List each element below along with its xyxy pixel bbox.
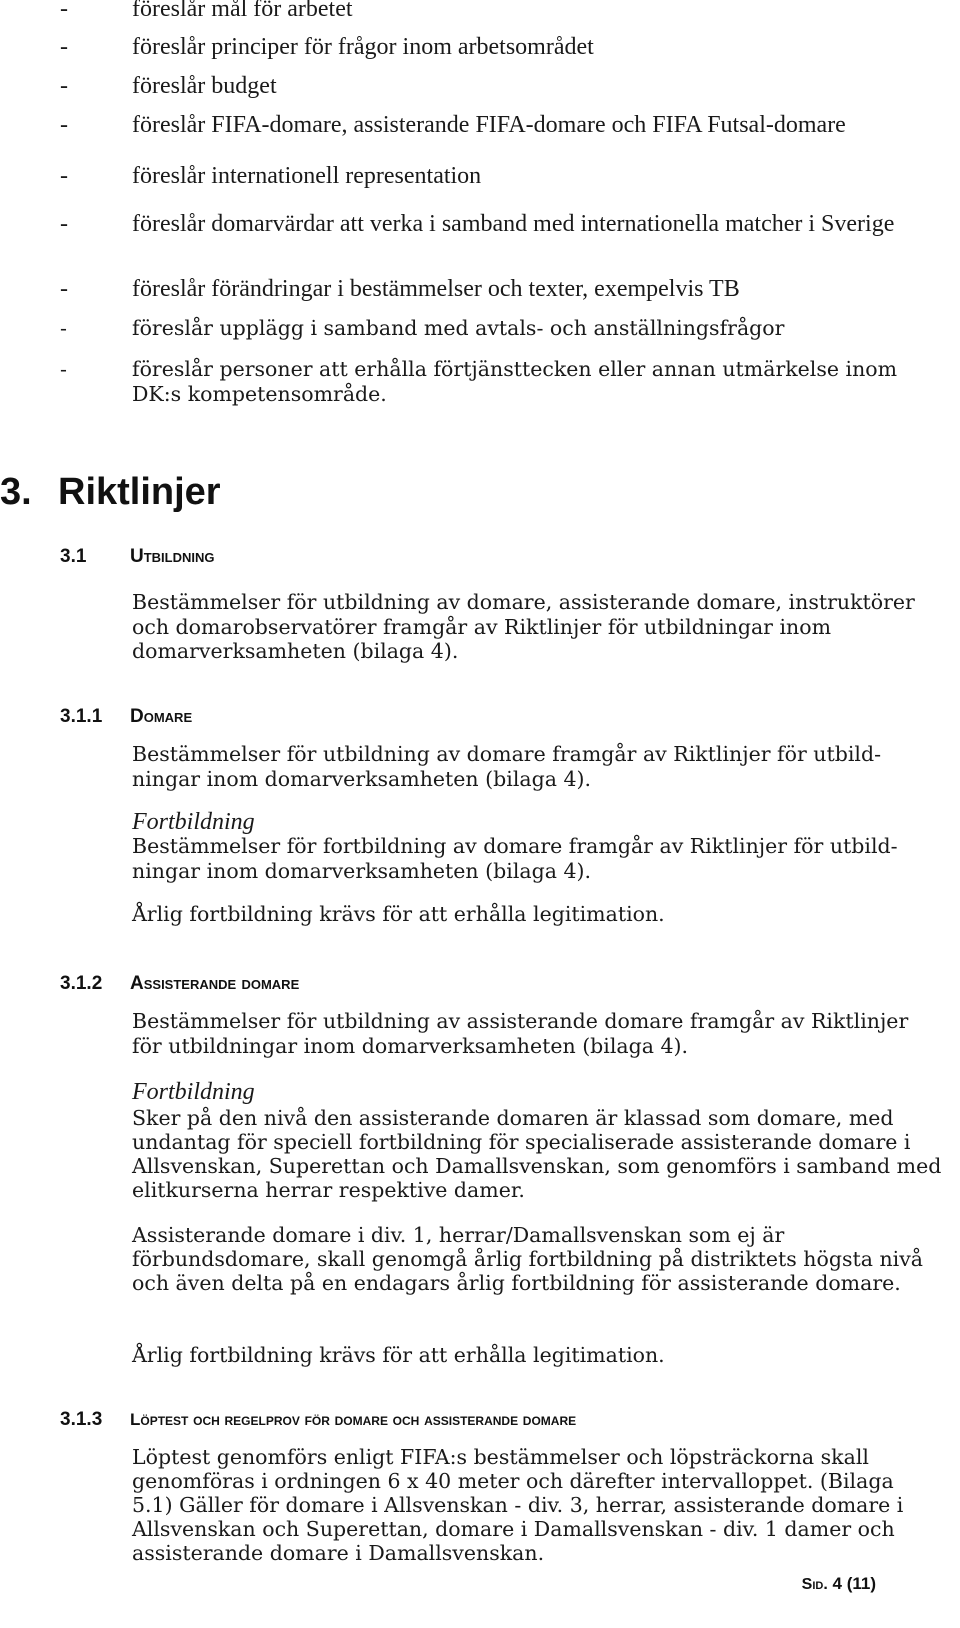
bullet-dash: - (60, 357, 67, 381)
bullet-dash: - (60, 34, 68, 60)
paragraph: Bestämmelser för utbildning av domare framgår av Riktlinjer för utbild-ningar inom domarverksamheten (bilaga 4). (132, 742, 882, 791)
subsection-number: 3.1.3 (60, 1409, 103, 1430)
bullet-dash: - (60, 211, 68, 237)
paragraph: Sker på den nivå den assisterande domaren är klassad som domare, med undantag för speciell fortbildning för specialiserade assisterande domare i Allsvenskan, Superettan och Damallsvenskan, som genomförs i samband med elitkurserna herrar respektive damer. (132, 1106, 942, 1202)
list-item-text: föreslår upplägg i samband med avtals- och anställningsfrågor (132, 316, 785, 340)
bullet-dash: - (60, 0, 68, 22)
list-item-text: föreslår domarvärdar att verka i samband med internationella matcher i Sverige (132, 211, 895, 237)
page-label: Sid. (801, 1576, 828, 1593)
list-item-text: föreslår budget (132, 73, 277, 99)
bullet-dash: - (60, 276, 68, 302)
section-heading (0, 470, 221, 514)
page-value: 4 (11) (832, 1574, 876, 1593)
fortbildning-label: Fortbildning (132, 809, 255, 835)
subsection-title: Löptest och regelprov för domare och assisterande domare (130, 1410, 577, 1429)
list-item-text: föreslår mål för arbetet (132, 0, 353, 22)
section-title: Riktlinjer (58, 471, 221, 513)
subsection-number: 3.1.1 (60, 706, 103, 727)
list-item-text: föreslår internationell representation (132, 163, 482, 189)
list-item-text: föreslår FIFA-domare, assisterande FIFA-domare och FIFA Futsal-domare (132, 112, 846, 138)
bullet-dash: - (60, 316, 67, 340)
paragraph: Bestämmelser för fortbildning av domare framgår av Riktlinjer för utbild-ningar inom domarverksamheten (bilaga 4). (132, 834, 898, 883)
subsection-title: Utbildning (130, 546, 215, 567)
fortbildning-label: Fortbildning (132, 1079, 255, 1105)
subsection-title: Domare (130, 706, 193, 727)
paragraph: Årlig fortbildning krävs för att erhålla legitimation. (132, 902, 665, 926)
list-item-text: föreslår principer för frågor inom arbetsområdet (132, 34, 594, 60)
bullet-dash: - (60, 73, 68, 99)
paragraph: Löptest genomförs enligt FIFA:s bestämmelser och löpsträckorna skall genomföras i ordningen 6 x 40 meter och därefter intervalloppet. (Bilaga 5.1) Gäller för domare i Allsvenskan - div. 3, herrar, assisterande domare i Allsvenskan och Superettan, domare i Damallsvenskan - div. 1 damer och assisterande domare i Damallsvenskan. (132, 1445, 904, 1565)
paragraph: Bestämmelser för utbildning av assisterande domare framgår av Riktlinjer för utbildningar inom domarverksamheten (bilaga 4). (132, 1009, 909, 1058)
paragraph: Årlig fortbildning krävs för att erhålla legitimation. (132, 1343, 665, 1367)
page-number (802, 1573, 876, 1596)
list-item-text: föreslår personer att erhålla förtjänsttecken eller annan utmärkelse inom DK:s kompetensområde. (132, 357, 898, 406)
paragraph: Bestämmelser för utbildning av domare, assisterande domare, instruktörer och domarobservatörer framgår av Riktlinjer för utbildningar inom domarverksamheten (bilaga 4). (132, 590, 915, 663)
section-number: 3. (0, 471, 32, 513)
subsection-number: 3.1 (60, 546, 87, 567)
bullet-dash: - (60, 112, 68, 138)
paragraph: Assisterande domare i div. 1, herrar/Damallsvenskan som ej är förbundsdomare, skall genomgå årlig fortbildning på distriktets högsta nivå och även delta på en endagars årlig fortbildning för assisterande domare. (132, 1223, 924, 1295)
subsection-number: 3.1.2 (60, 973, 103, 994)
bullet-dash: - (60, 163, 68, 189)
subsection-title: Assisterande domare (130, 973, 300, 994)
list-item-text: föreslår förändringar i bestämmelser och texter, exempelvis TB (132, 276, 740, 302)
